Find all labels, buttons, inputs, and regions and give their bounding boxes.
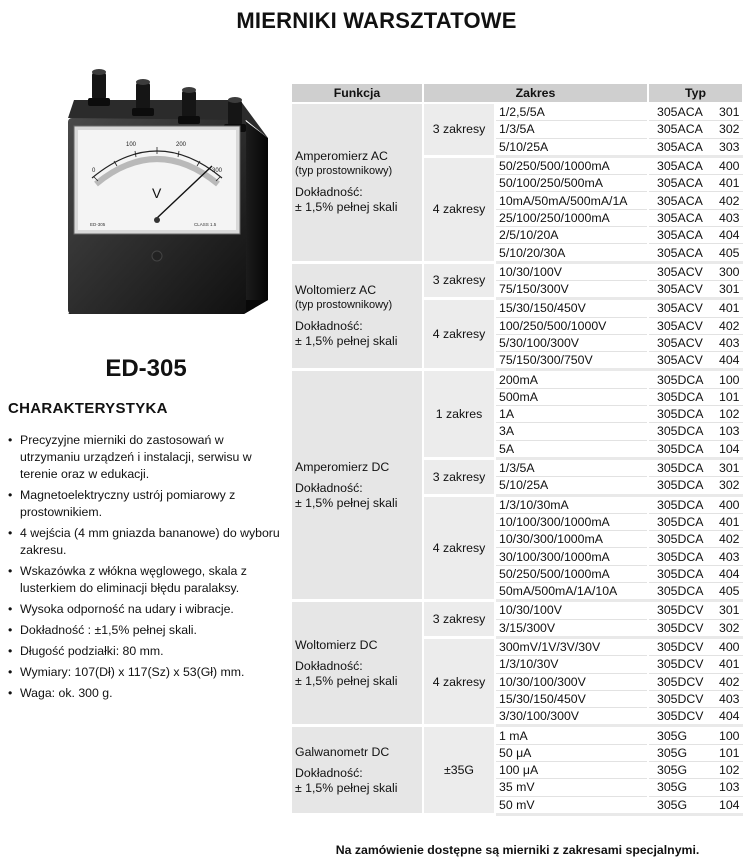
type-model: 305ACV: [657, 318, 703, 333]
type-model: 305G: [657, 763, 688, 778]
range-cell: 5/10/20/30A: [495, 244, 648, 262]
type-code: 403: [719, 210, 740, 225]
function-name: Amperomierz AC: [295, 149, 388, 164]
function-cell: [292, 370, 423, 601]
accuracy-label: Dokładność:: [295, 185, 363, 200]
range-cell: 3/15/300V: [495, 619, 648, 637]
type-model: 305DCV: [657, 640, 704, 655]
type-code: 101: [719, 389, 740, 404]
range-count-cell: 4 zakresy: [423, 495, 495, 601]
table-row: [292, 370, 743, 388]
type-model: 305ACA: [657, 122, 703, 137]
range-cell: 3/30/100/300V: [495, 708, 648, 726]
type-cell: [648, 388, 743, 405]
type-code: 302: [719, 122, 740, 137]
type-code: 301: [719, 282, 740, 297]
type-model: 305DCV: [657, 603, 704, 618]
range-cell: 100 μA: [495, 761, 648, 778]
type-model: 305ACA: [657, 159, 703, 174]
type-model: 305ACV: [657, 282, 703, 297]
type-cell: [648, 262, 743, 280]
type-code: 301: [719, 603, 740, 618]
type-model: 305DCV: [657, 691, 704, 706]
type-code: 300: [719, 264, 740, 279]
type-cell: [648, 673, 743, 690]
type-code: 102: [719, 763, 740, 778]
range-count-cell: 3 zakresy: [423, 601, 495, 638]
range-cell: 3A: [495, 423, 648, 440]
type-model: 305DCA: [657, 514, 704, 529]
type-cell: [648, 744, 743, 761]
type-code: 302: [719, 620, 740, 635]
range-count-cell: 1 zakres: [423, 370, 495, 458]
header-type: Typ: [648, 84, 743, 103]
function-cell: [292, 103, 423, 262]
type-model: 305G: [657, 780, 688, 795]
range-cell: 15/30/150/450V: [495, 299, 648, 317]
type-code: 400: [719, 640, 740, 655]
range-cell: 500mA: [495, 388, 648, 405]
function-cell: [292, 726, 423, 814]
type-code: 400: [719, 497, 740, 512]
type-cell: [648, 531, 743, 548]
type-model: 305ACA: [657, 176, 703, 191]
type-cell: [648, 138, 743, 156]
type-code: 400: [719, 159, 740, 174]
type-code: 404: [719, 709, 740, 724]
type-model: 305DCA: [657, 478, 704, 493]
feature-item: • Wysoka odporność na udary i wibracje.: [8, 601, 286, 618]
type-cell: [648, 209, 743, 226]
type-model: 305ACA: [657, 228, 703, 243]
footer-note: Na zamówienie dostępne są mierniki z zakresami specjalnymi.: [335, 843, 700, 857]
unit-label: V: [152, 185, 162, 201]
accuracy-value: ± 1,5% pełnej skali: [295, 780, 398, 795]
accuracy-value: ± 1,5% pełnej skali: [295, 200, 398, 215]
type-cell: [648, 495, 743, 513]
type-code: 401: [719, 514, 740, 529]
function-name: Woltomierz DC: [295, 637, 378, 652]
type-model: 305DCV: [657, 709, 704, 724]
type-code: 102: [719, 407, 740, 422]
range-cell: 35 mV: [495, 779, 648, 796]
range-cell: 1/2,5/5A: [495, 103, 648, 121]
range-cell: 25/100/250/1000mA: [495, 209, 648, 226]
type-cell: [648, 619, 743, 637]
type-cell: [648, 726, 743, 744]
type-cell: [648, 280, 743, 298]
type-cell: [648, 175, 743, 192]
range-cell: 10/100/300/1000mA: [495, 513, 648, 530]
header-range: Zakres: [423, 84, 648, 103]
type-cell: [648, 796, 743, 814]
range-cell: 1/3/5A: [495, 121, 648, 138]
spec-table: [292, 84, 744, 816]
zero-adjust-screw: [152, 251, 162, 261]
type-model: 305DCA: [657, 424, 704, 439]
type-code: 403: [719, 691, 740, 706]
model-name: ED-305: [105, 355, 187, 382]
type-code: 402: [719, 193, 740, 208]
type-code: 404: [719, 353, 740, 368]
range-cell: 75/150/300V: [495, 280, 648, 298]
feature-item: • Długość podziałki: 80 mm.: [8, 643, 286, 660]
range-cell: 50/100/250/500mA: [495, 175, 648, 192]
feature-item: • Wskazówka z włókna węglowego, skala z lusterkiem do eliminacji błędu paralaksy.: [8, 563, 286, 597]
type-code: 402: [719, 674, 740, 689]
type-code: 303: [719, 139, 740, 154]
type-code: 404: [719, 228, 740, 243]
range-count-cell: 3 zakresy: [423, 262, 495, 299]
scale-label-300: 300: [212, 168, 223, 174]
range-cell: 1/3/5A: [495, 458, 648, 476]
type-cell: [648, 352, 743, 370]
type-code: 405: [719, 584, 740, 599]
feature-item: • Dokładność : ±1,5% pełnej skali.: [8, 622, 286, 639]
type-model: 305DCA: [657, 441, 704, 456]
range-count-cell: 4 zakresy: [423, 299, 495, 370]
range-cell: 10/30/100V: [495, 262, 648, 280]
range-count-cell: 3 zakresy: [423, 458, 495, 495]
type-model: 305DCA: [657, 566, 704, 581]
type-model: 305DCV: [657, 657, 704, 672]
type-cell: [648, 565, 743, 582]
type-cell: [648, 423, 743, 440]
type-cell: [648, 121, 743, 138]
range-cell: 50 mV: [495, 796, 648, 814]
type-code: 100: [719, 728, 740, 743]
feature-item: • Magnetoelektryczny ustrój pomiarowy z prostownikiem.: [8, 487, 286, 521]
type-cell: [648, 406, 743, 423]
type-model: 305ACV: [657, 264, 703, 279]
feature-item: • Wymiary: 107(Dł) x 117(Sz) x 53(Gł) mm.: [8, 664, 286, 681]
accuracy-label: Dokładność:: [295, 319, 363, 334]
type-model: 305DCV: [657, 620, 704, 635]
type-model: 305ACA: [657, 139, 703, 154]
range-cell: 50mA/500mA/1A/10A: [495, 583, 648, 601]
type-cell: [648, 690, 743, 707]
accuracy-value: ± 1,5% pełnej skali: [295, 495, 398, 510]
type-code: 402: [719, 318, 740, 333]
type-model: 305DCA: [657, 532, 704, 547]
type-code: 101: [719, 745, 740, 760]
type-cell: [648, 477, 743, 495]
type-cell: [648, 513, 743, 530]
range-cell: 10/30/100/300V: [495, 673, 648, 690]
range-cell: 10/30/300/1000mA: [495, 531, 648, 548]
type-model: 305DCA: [657, 584, 704, 599]
accuracy-label: Dokładność:: [295, 480, 363, 495]
type-code: 302: [719, 478, 740, 493]
characteristics-heading: CHARAKTERYSTYKA: [8, 400, 168, 417]
type-code: 403: [719, 336, 740, 350]
type-model: 305DCA: [657, 407, 704, 422]
type-code: 103: [719, 780, 740, 795]
type-cell: [648, 317, 743, 334]
type-code: 402: [719, 532, 740, 547]
type-code: 100: [719, 372, 740, 387]
type-cell: [648, 583, 743, 601]
type-code: 103: [719, 424, 740, 439]
range-cell: 2/5/10/20A: [495, 227, 648, 244]
type-model: 305ACA: [657, 105, 703, 120]
feature-list: [8, 432, 286, 706]
table-row: [292, 726, 743, 744]
feature-item: • Precyzyjne mierniki do zastosowań w utrzymaniu urządzeń i instalacji, serwisu w terenie oraz w edukacji.: [8, 432, 286, 483]
accuracy-value: ± 1,5% pełnej skali: [295, 673, 398, 688]
range-cell: 1/3/10/30mA: [495, 495, 648, 513]
type-model: 305DCV: [657, 674, 704, 689]
feature-item: • Waga: ok. 300 g.: [8, 685, 286, 702]
type-model: 305DCA: [657, 461, 704, 476]
page-title: MIERNIKI WARSZTATOWE: [236, 8, 517, 33]
range-count-cell: 4 zakresy: [423, 637, 495, 725]
scale-label-200: 200: [176, 142, 187, 148]
range-cell: 5/10/25A: [495, 477, 648, 495]
type-model: 305DCA: [657, 389, 704, 404]
range-cell: 5/30/100/300V: [495, 334, 648, 351]
type-code: 403: [719, 549, 740, 564]
type-cell: [648, 601, 743, 619]
range-cell: 200mA: [495, 370, 648, 388]
range-count-cell: 3 zakresy: [423, 103, 495, 156]
function-subtype: (typ prostownikowy): [295, 165, 393, 178]
type-cell: [648, 440, 743, 458]
type-code: 301: [719, 461, 740, 476]
function-name: Amperomierz DC: [295, 459, 390, 474]
type-cell: [648, 637, 743, 655]
range-cell: 1 mA: [495, 726, 648, 744]
meter-illustration: [44, 60, 284, 320]
type-cell: [648, 458, 743, 476]
type-model: 305ACV: [657, 336, 703, 350]
type-cell: [648, 103, 743, 121]
range-cell: 10/30/100V: [495, 601, 648, 619]
table-row: [292, 601, 743, 619]
type-cell: [648, 761, 743, 778]
range-cell: 50 μA: [495, 744, 648, 761]
type-code: 404: [719, 566, 740, 581]
type-model: 305DCA: [657, 372, 704, 387]
accuracy-label: Dokładność:: [295, 658, 363, 673]
range-cell: 300mV/1V/3V/30V: [495, 637, 648, 655]
scale-label-100: 100: [126, 142, 137, 148]
class-label: CLASS 1.5: [194, 222, 217, 227]
type-cell: [648, 156, 743, 174]
type-cell: [648, 192, 743, 209]
range-cell: 10mA/50mA/500mA/1A: [495, 192, 648, 209]
type-model: 305ACV: [657, 353, 703, 368]
range-cell: 100/250/500/1000V: [495, 317, 648, 334]
type-model: 305ACA: [657, 193, 703, 208]
range-cell: 30/100/300/1000mA: [495, 548, 648, 565]
function-cell: [292, 262, 423, 370]
type-model: 305ACA: [657, 210, 703, 225]
type-model: 305G: [657, 728, 688, 743]
type-cell: [648, 656, 743, 673]
type-cell: [648, 334, 743, 351]
table-row: [292, 103, 743, 121]
type-code: 301: [719, 105, 740, 120]
type-cell: [648, 708, 743, 726]
type-cell: [648, 779, 743, 796]
type-cell: [648, 244, 743, 262]
type-cell: [648, 227, 743, 244]
range-count-cell: 4 zakresy: [423, 156, 495, 262]
type-model: 305G: [657, 745, 688, 760]
type-code: 104: [719, 797, 740, 812]
range-cell: 15/30/150/450V: [495, 690, 648, 707]
type-cell: [648, 370, 743, 388]
spec-table-body: [292, 103, 743, 814]
scale-label-0: 0: [92, 168, 96, 174]
function-name: Galwanometr DC: [295, 744, 390, 759]
header-function: Funkcja: [292, 84, 423, 103]
accuracy-value: ± 1,5% pełnej skali: [295, 334, 398, 349]
range-cell: 5A: [495, 440, 648, 458]
type-model: 305G: [657, 797, 688, 812]
type-code: 401: [719, 176, 740, 191]
type-model: 305DCA: [657, 497, 704, 512]
range-cell: 50/250/500/1000mA: [495, 565, 648, 582]
range-cell: 1/3/10/30V: [495, 656, 648, 673]
function-cell: [292, 601, 423, 726]
function-name: Woltomierz AC: [295, 283, 377, 298]
range-count-cell: ±35G: [423, 726, 495, 814]
type-code: 401: [719, 301, 740, 316]
function-subtype: (typ prostownikowy): [295, 299, 393, 312]
range-cell: 50/250/500/1000mA: [495, 156, 648, 174]
type-model: 305ACV: [657, 301, 703, 316]
meter-model-label: ED-305: [90, 222, 106, 227]
type-cell: [648, 299, 743, 317]
type-cell: [648, 548, 743, 565]
table-row: [292, 262, 743, 280]
type-code: 405: [719, 245, 740, 260]
range-cell: 1A: [495, 406, 648, 423]
type-code: 401: [719, 657, 740, 672]
range-cell: 75/150/300/750V: [495, 352, 648, 370]
type-model: 305DCA: [657, 549, 704, 564]
type-model: 305ACA: [657, 245, 703, 260]
range-cell: 5/10/25A: [495, 138, 648, 156]
feature-item: • 4 wejścia (4 mm gniazda bananowe) do wyboru zakresu.: [8, 525, 286, 559]
type-code: 104: [719, 441, 740, 456]
accuracy-label: Dokładność:: [295, 765, 363, 780]
